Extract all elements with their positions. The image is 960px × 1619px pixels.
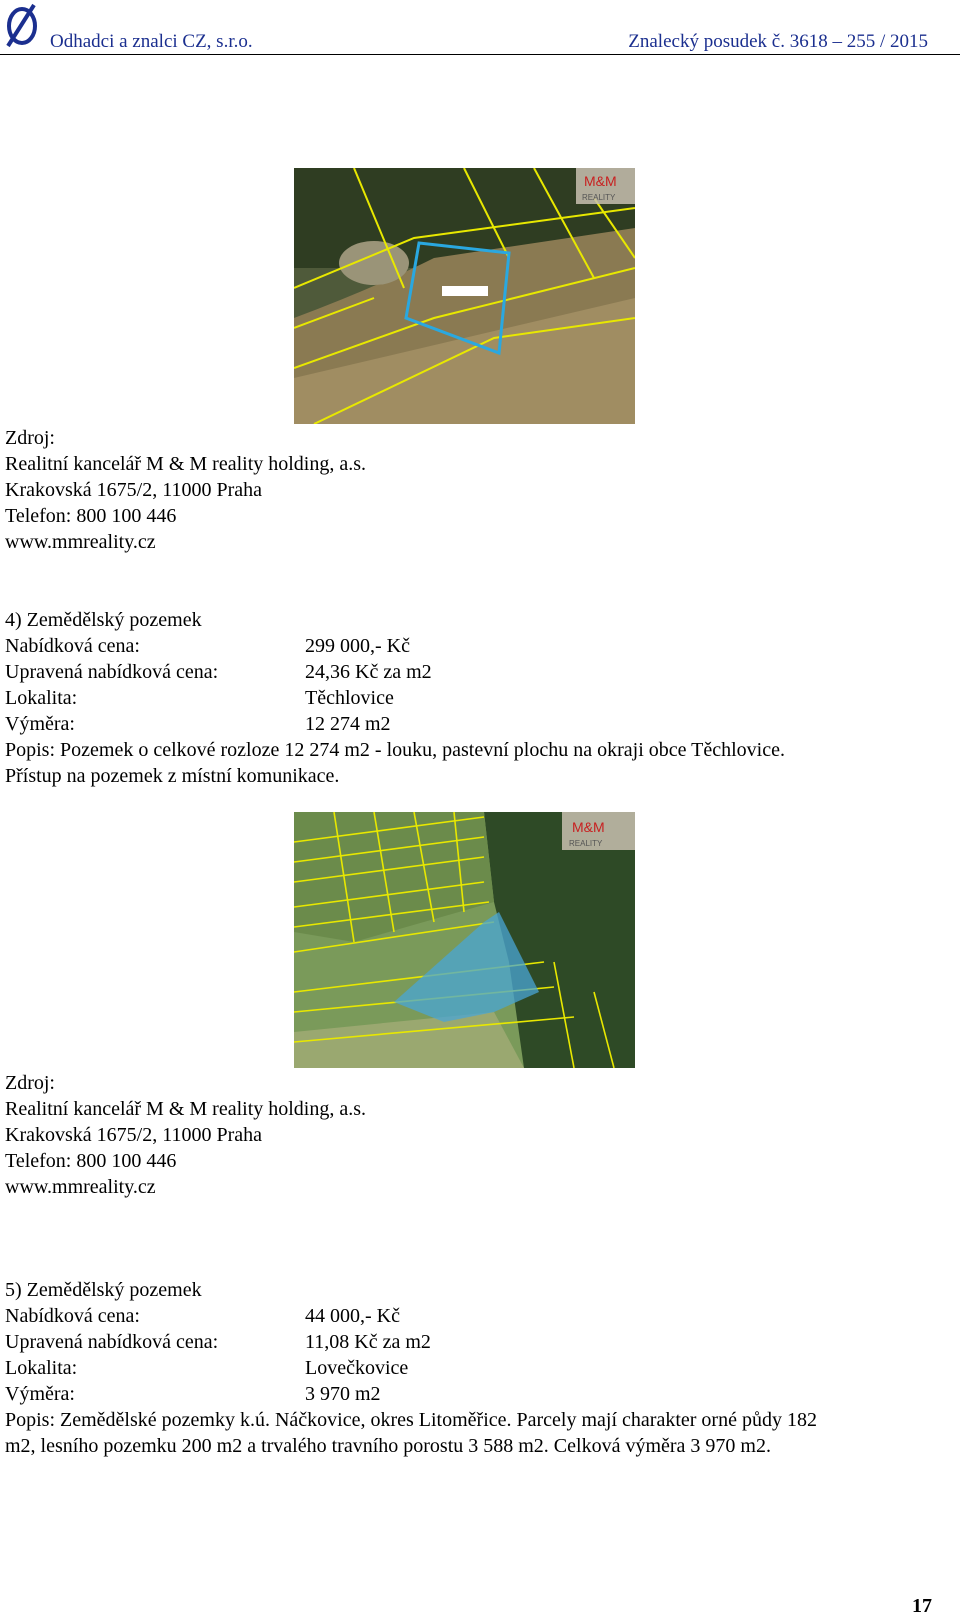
source-phone: Telefon: 800 100 446 <box>5 505 177 527</box>
source-website: www.mmreality.cz <box>5 531 156 553</box>
offer-price-value-2: 44 000,- Kč <box>305 1305 400 1327</box>
area-value-2: 3 970 m2 <box>305 1383 381 1405</box>
listing-description: Popis: Pozemek o celkové rozloze 12 274 m2 - louku, pastevní plochu na okraji obce Těchlovice. <box>5 739 785 761</box>
source-company-2: Realitní kancelář M & M reality holding, a.s. <box>5 1098 367 1120</box>
listing-heading: 4) Zemědělský pozemek <box>5 609 202 631</box>
offer-price-row <box>5 633 410 660</box>
locality-label-2: Lokalita: <box>5 1357 78 1379</box>
listing-description-cont: Přístup na pozemek z místní komunikace. <box>5 765 340 787</box>
area-row <box>5 711 391 738</box>
offer-price-value: 299 000,- Kč <box>305 635 410 657</box>
svg-text:REALITY: REALITY <box>582 193 616 202</box>
source-phone-2: Telefon: 800 100 446 <box>5 1150 177 1172</box>
adjusted-price-row-2 <box>5 1329 431 1356</box>
locality-value: Těchlovice <box>305 687 394 709</box>
listing-description-2-cont: m2, lesního pozemku 200 m2 a trvalého travního porostu 3 588 m2. Celková výměra 3 970 m2. <box>5 1435 771 1457</box>
adjusted-price-value: 24,36 Kč za m2 <box>305 661 432 683</box>
offer-price-label: Nabídková cena: <box>5 635 140 657</box>
area-row-2 <box>5 1381 381 1408</box>
listing-description-2: Popis: Zemědělské pozemky k.ú. Náčkovice, okres Litoměřice. Parcely mají charakter orné půdy 182 <box>5 1409 817 1431</box>
header-company: Odhadci a znalci CZ, s.r.o. <box>50 31 253 52</box>
adjusted-price-label-2: Upravená nabídková cena: <box>5 1331 219 1353</box>
area-value: 12 274 m2 <box>305 713 391 735</box>
svg-text:REALITY: REALITY <box>569 839 603 848</box>
offer-price-label-2: Nabídková cena: <box>5 1305 140 1327</box>
source-address-2: Krakovská 1675/2, 11000 Praha <box>5 1124 262 1146</box>
adjusted-price-row <box>5 659 432 686</box>
area-label-2: Výměra: <box>5 1383 75 1405</box>
source-label: Zdroj: <box>5 427 55 449</box>
locality-row-2 <box>5 1355 409 1382</box>
source-company: Realitní kancelář M & M reality holding, a.s. <box>5 453 367 475</box>
map-image-listing-3 <box>294 168 635 424</box>
adjusted-price-value-2: 11,08 Kč za m2 <box>305 1331 431 1353</box>
source-website-2: www.mmreality.cz <box>5 1176 156 1198</box>
source-label-2: Zdroj: <box>5 1072 55 1094</box>
header-report-number: Znalecký posudek č. 3618 – 255 / 2015 <box>628 31 928 52</box>
svg-text:M&M: M&M <box>572 819 605 835</box>
page-number: 17 <box>912 1595 932 1617</box>
map-image-listing-4 <box>294 812 635 1068</box>
adjusted-price-label: Upravená nabídková cena: <box>5 661 219 683</box>
locality-value-2: Lovečkovice <box>305 1357 409 1379</box>
offer-price-row-2 <box>5 1303 400 1330</box>
header-divider <box>0 54 960 55</box>
company-logo-icon <box>2 2 40 48</box>
listing-heading-2: 5) Zemědělský pozemek <box>5 1279 202 1301</box>
locality-row <box>5 685 394 712</box>
svg-text:M&M: M&M <box>584 173 617 189</box>
locality-label: Lokalita: <box>5 687 78 709</box>
area-label: Výměra: <box>5 713 75 735</box>
source-address: Krakovská 1675/2, 11000 Praha <box>5 479 262 501</box>
